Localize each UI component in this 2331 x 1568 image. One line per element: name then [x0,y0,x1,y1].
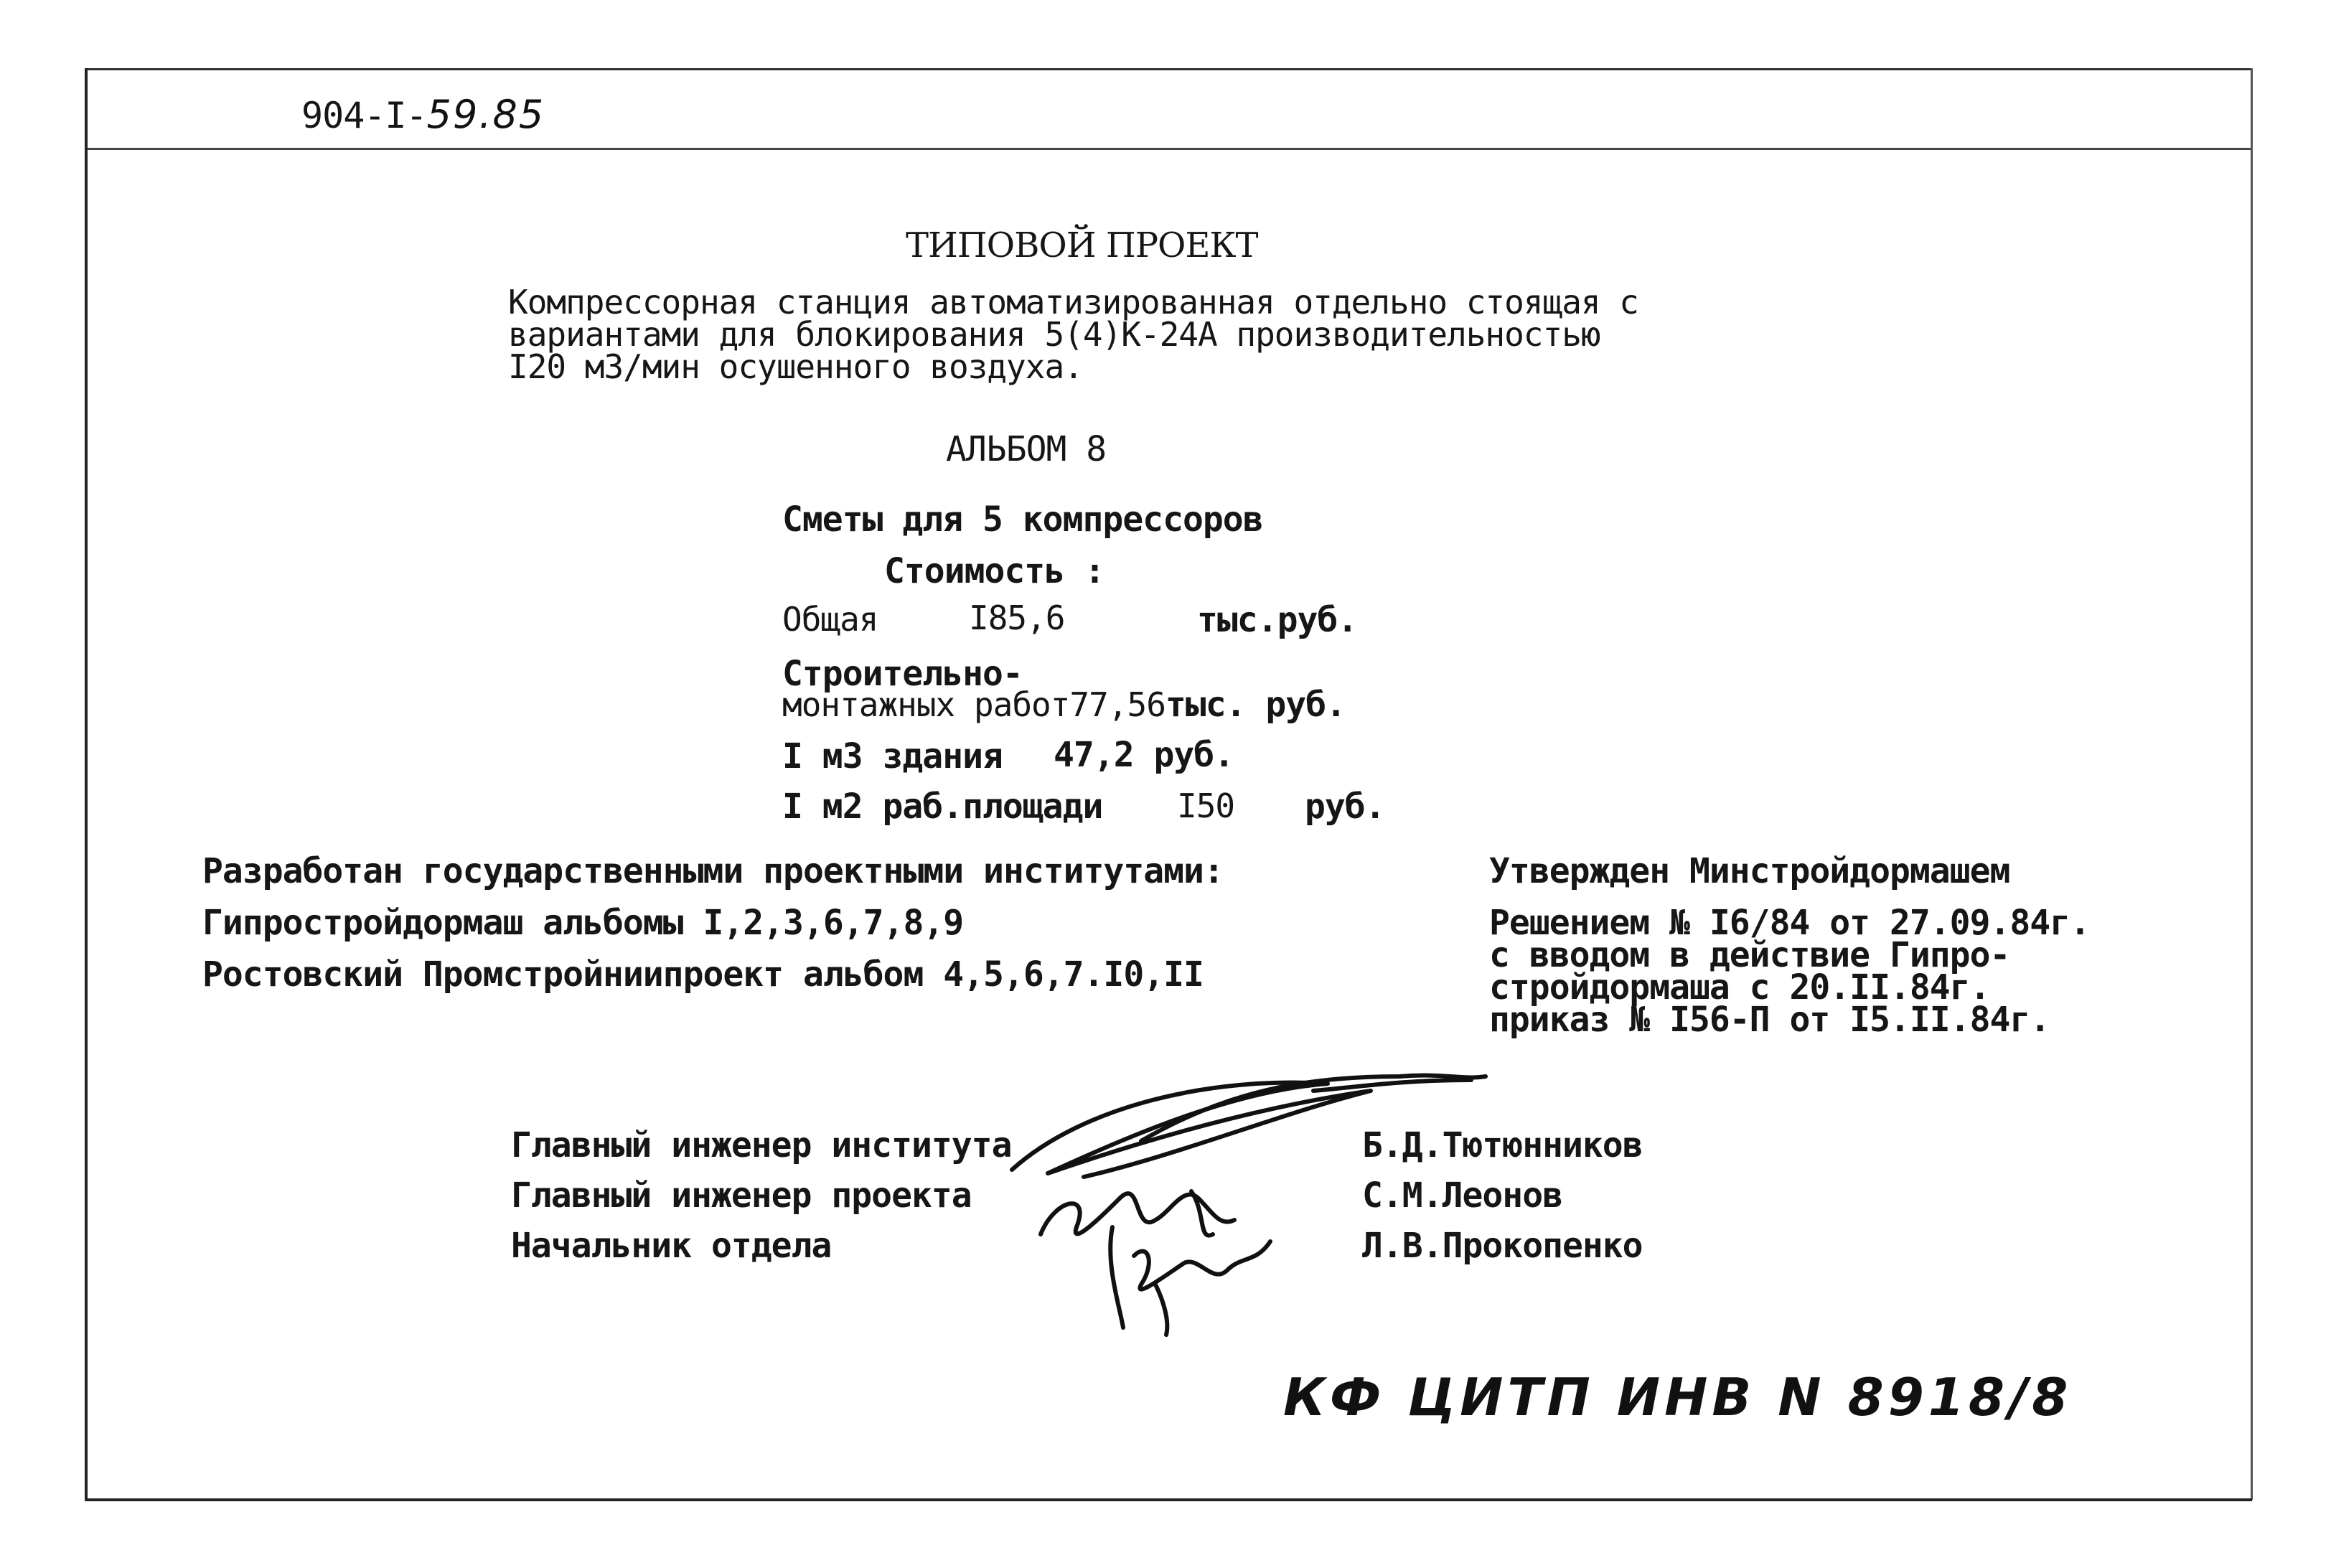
signature-scribbles-icon [998,1048,1514,1349]
cost-construction-value: 77,56 [1069,685,1166,724]
frame-left-line [85,68,88,1500]
document-code [301,92,545,137]
cost-per-m2-label: I м2 раб.площади [782,787,1103,827]
album-number: АЛЬБОМ 8 [946,429,1107,469]
frame-bottom-line [85,1498,2252,1501]
signature-role-1: Главный инженер института [511,1125,1012,1165]
cost-construction-unit: тыс. руб. [1165,685,1346,725]
cost-total-value: I85,6 [969,598,1065,637]
approved-line-1: Решением № I6/84 от 27.09.84г. [1489,903,2090,943]
header-separator-line [85,148,2252,150]
description-line-1: Компрессорная станция автоматизированная отдельно стоящая с [508,283,1638,321]
signature-role-3: Начальник отдела [511,1226,832,1266]
cost-per-m3-label: I м3 здания [782,736,1003,776]
document-code-printed: 904-I- [301,95,427,136]
cost-total-unit: тыс.руб. [1197,600,1358,640]
frame-top-line [85,68,2252,70]
signature-role-2: Главный инженер проекта [511,1175,972,1216]
approved-line-4: приказ № I56-П от I5.II.84г. [1489,1000,2050,1040]
cost-construction-row [782,685,1346,725]
cost-construction-label-2: монтажных работ [782,685,1070,724]
signature-name-2: С.М.Леонов [1362,1175,1562,1216]
description-line-2: вариантами для блокирования 5(4)К-24А производительностью [508,315,1600,354]
approved-line-2: с вводом в действие Гипро- [1489,935,2010,975]
cost-per-m2-unit: руб. [1305,787,1385,827]
cost-construction-label-1: Строительно- [782,654,1023,694]
developed-heading: Разработан государственными проектными институтами: [202,851,1224,891]
signature-name-1: Б.Д.Тютюнников [1362,1125,1643,1165]
frame-right-line [2251,68,2253,1500]
description-line-3: I20 м3/мин осушенного воздуха. [508,347,1083,386]
estimates-title: Сметы для 5 компрессоров [782,499,1263,540]
document-title: ТИПОВОЙ ПРОЕКТ [906,225,1258,266]
document-code-handwritten: 59.85 [426,92,545,137]
handwritten-signatures [998,1048,1514,1349]
cost-heading: Стоимость : [884,551,1104,591]
approved-heading: Утвержден Минстройдормашем [1489,851,2010,891]
cost-per-m3-value: 47,2 руб. [1054,735,1234,775]
cost-total-label: Общая [782,600,878,639]
developed-line-2: Ростовский Промстройниипроект альбом 4,5,6,7.I0,II [202,954,1204,995]
signature-name-3: Л.В.Прокопенко [1362,1226,1643,1266]
inventory-stamp: КФ ЦИТП ИНВ N 8918/8 [1283,1367,2073,1427]
approved-line-3: стройдормаша с 20.II.84г. [1489,967,1990,1008]
developed-line-1: Гипростройдормаш альбомы I,2,3,6,7,8,9 [202,903,964,943]
cost-per-m2-value: I50 [1177,787,1235,825]
